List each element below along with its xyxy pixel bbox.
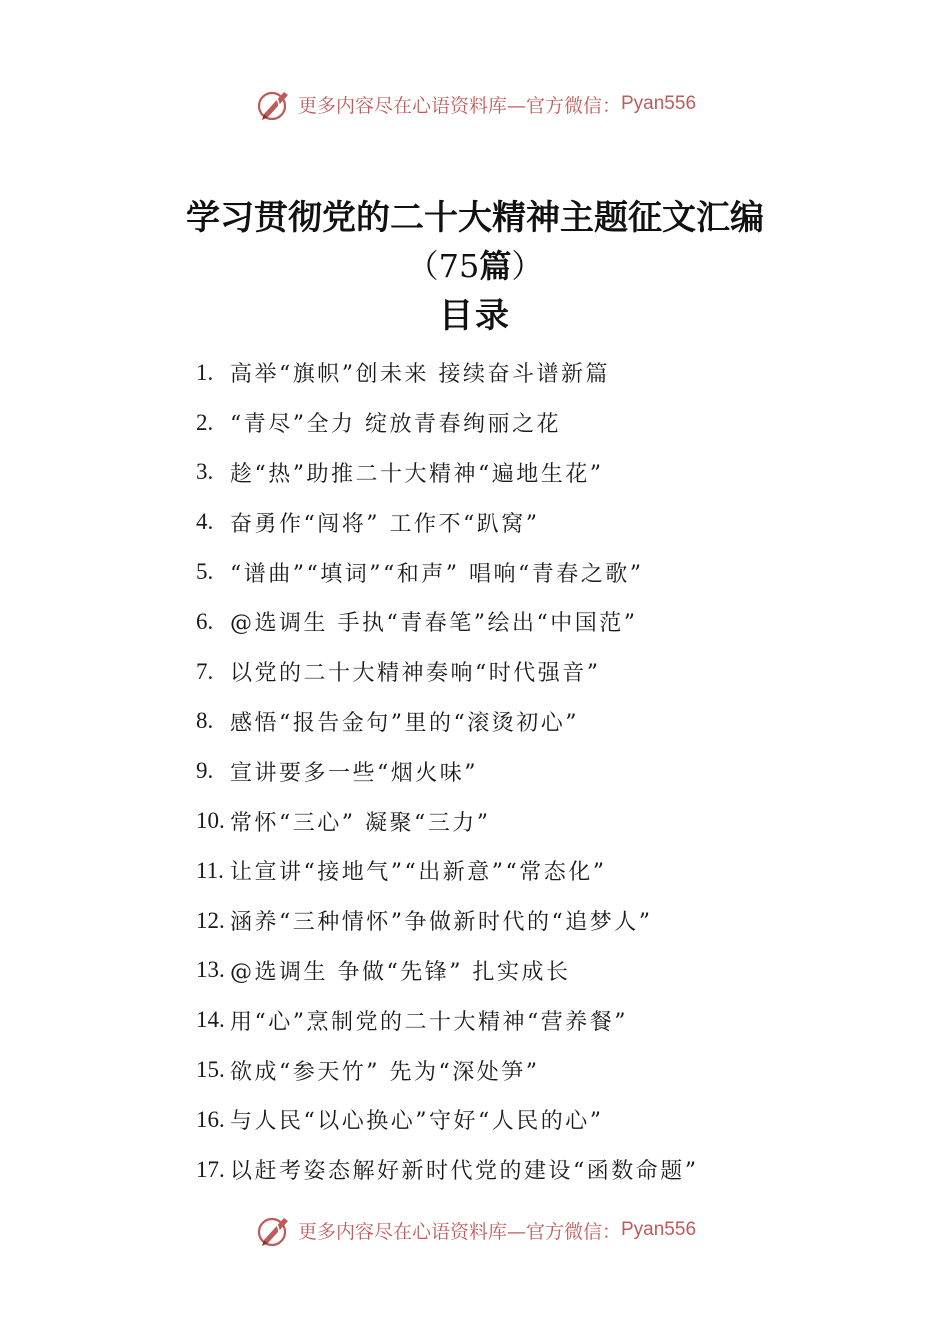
toc-item-number: 8. bbox=[196, 708, 214, 734]
toc-item bbox=[196, 995, 896, 1045]
pen-logo-icon bbox=[254, 1210, 294, 1250]
toc-item-number: 2. bbox=[196, 409, 214, 435]
toc-item-number: 12. bbox=[196, 907, 225, 933]
subtitle-unit: 篇 bbox=[479, 247, 512, 285]
toc-item bbox=[196, 946, 896, 996]
watermark-wechat-handle: Pyan556 bbox=[621, 1219, 697, 1240]
toc-item-number: 3. bbox=[196, 459, 214, 485]
toc-item-number: 13. bbox=[196, 957, 225, 983]
toc-item-title: 以党的二十大精神奏响“时代强音” bbox=[230, 661, 601, 687]
toc-item-number: 11. bbox=[196, 857, 224, 883]
watermark-wechat-handle: Pyan556 bbox=[621, 93, 697, 114]
toc-item-title: 宣讲要多一些“烟火味” bbox=[230, 760, 478, 786]
toc-item-title: 高举“旗帜”创未来 接续奋斗谱新篇 bbox=[230, 362, 610, 388]
toc-item bbox=[196, 896, 896, 946]
toc-item-title: 让宣讲“接地气”“出新意”“常态化” bbox=[230, 860, 607, 886]
toc-item-title: 以赶考姿态解好新时代党的建设“函数命题” bbox=[230, 1159, 699, 1185]
toc-heading: 目录 bbox=[439, 296, 511, 336]
toc-item-title: 常怀“三心” 凝聚“三力” bbox=[230, 810, 491, 836]
toc-item bbox=[196, 846, 896, 896]
toc-item bbox=[196, 497, 896, 547]
toc-item-title: “青尽”全力 绽放青春绚丽之花 bbox=[230, 412, 561, 438]
subtitle-close-paren: ） bbox=[511, 247, 544, 285]
subtitle-count: 75 bbox=[438, 247, 480, 285]
toc-item-number: 10. bbox=[196, 808, 225, 834]
toc-item bbox=[196, 1145, 896, 1195]
toc-item-number: 9. bbox=[196, 758, 214, 784]
toc-item bbox=[196, 796, 896, 846]
toc-item-title: @选调生 手执“青春笔”绘出“中国范” bbox=[230, 611, 638, 637]
toc-item-title: 用“心”烹制党的二十大精神“营养餐” bbox=[230, 1009, 628, 1035]
subtitle-open-paren: （ bbox=[406, 247, 439, 285]
footer-watermark-banner bbox=[0, 1210, 950, 1250]
watermark-text: 更多内容尽在心语资料库—官方微信： bbox=[297, 94, 621, 117]
toc-item-number: 16. bbox=[196, 1106, 225, 1132]
toc-item-number: 14. bbox=[196, 1007, 225, 1033]
toc-item-title: “谱曲”“填词”“和声” 唱响“青春之歌” bbox=[230, 561, 644, 587]
pen-logo-icon bbox=[254, 84, 294, 124]
toc-item bbox=[196, 597, 896, 647]
toc-item-number: 5. bbox=[196, 559, 214, 585]
toc-item-title: 奋勇作“闯将” 工作不“趴窝” bbox=[230, 511, 540, 537]
toc-item-title: 感悟“报告金句”里的“滚烫初心” bbox=[230, 710, 579, 736]
toc-item bbox=[196, 746, 896, 796]
toc-item bbox=[196, 348, 896, 398]
toc-item-title: 趁“热”助推二十大精神“遍地生花” bbox=[230, 461, 604, 487]
toc-item-number: 15. bbox=[196, 1057, 225, 1083]
document-subtitle bbox=[0, 246, 950, 286]
toc-item-title: @选调生 争做“先锋” 扎实成长 bbox=[230, 959, 571, 985]
toc-item bbox=[196, 1095, 896, 1145]
header-watermark-banner bbox=[0, 84, 950, 124]
toc-item-title: 涵养“三种情怀”争做新时代的“追梦人” bbox=[230, 910, 653, 936]
toc-item bbox=[196, 647, 896, 697]
toc-item bbox=[196, 448, 896, 498]
toc-item-title: 欲成“参天竹” 先为“深处笋” bbox=[230, 1059, 540, 1085]
watermark-text: 更多内容尽在心语资料库—官方微信： bbox=[297, 1220, 621, 1243]
toc-item-number: 1. bbox=[196, 359, 214, 385]
toc-item bbox=[196, 1045, 896, 1095]
toc-list bbox=[196, 348, 896, 1195]
toc-item bbox=[196, 398, 896, 448]
toc-item bbox=[196, 547, 896, 597]
toc-item-number: 4. bbox=[196, 509, 214, 535]
toc-item-number: 6. bbox=[196, 608, 214, 634]
toc-item bbox=[196, 697, 896, 747]
toc-item-number: 7. bbox=[196, 658, 214, 684]
toc-item-number: 17. bbox=[196, 1156, 225, 1182]
toc-item-title: 与人民“以心换心”守好“人民的心” bbox=[230, 1109, 604, 1135]
document-title: 学习贯彻党的二十大精神主题征文汇编 bbox=[186, 198, 764, 238]
